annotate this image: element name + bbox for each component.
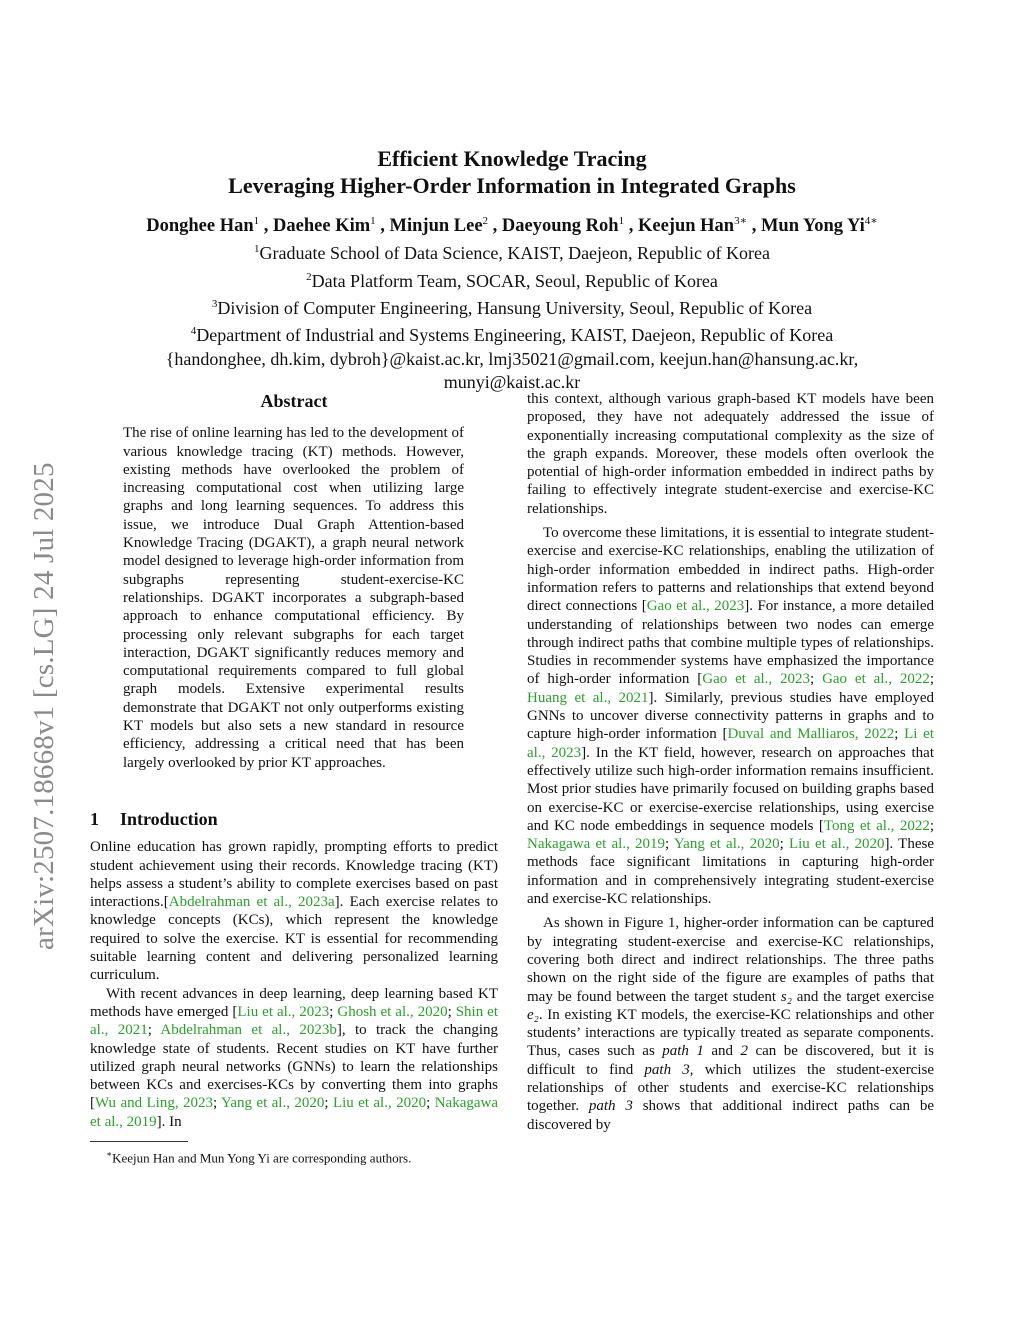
author-mark: 1: [253, 215, 260, 227]
citation-link[interactable]: Huang et al., 2021: [527, 689, 649, 706]
text-run: . In existing KT models, the exercise-KC relationships and other students’ interactions are typically treated as separate components. Thus, cases such as: [527, 1006, 934, 1060]
affiliation-mark: 4: [190, 325, 197, 338]
citation-link[interactable]: Nakagawa et al., 2019: [527, 836, 666, 853]
text-run: ]. Similarly, previous studies have employed GNNs to uncover diverse connectivity patterns in graphs and to capture high-order information [: [527, 689, 934, 743]
body-paragraph-figure-1: [527, 914, 934, 1134]
text-run: can be discovered, but it is difficult to find: [527, 1043, 934, 1078]
author: Mun Yong Yi: [760, 216, 865, 237]
author: Daeyoung Roh: [501, 216, 619, 237]
text-run: shows that additional indirect paths can be discovered by: [527, 1098, 934, 1133]
author-mark: 1: [618, 215, 625, 227]
emphasis: path 3: [588, 1098, 633, 1115]
author-list: Donghee Han$^1$ , Daehee Kim$^1$ , Minjun Lee$^2$ , Daeyoung Roh$^1$ , Keejun Han$^{3∗}$ , Mun Yong $Yi^{4∗}$: [146, 215, 878, 237]
author: Daehee Kim: [273, 216, 371, 237]
affiliation-mark: 3: [211, 297, 218, 310]
author-mark: 3∗: [734, 215, 748, 227]
citation-link[interactable]: Nakagawa et al., 2019: [90, 1095, 498, 1130]
citation-link[interactable]: Tong et al., 2022: [823, 817, 930, 834]
title-line-1: Efficient Knowledge Tracing: [377, 146, 647, 171]
citation-link[interactable]: Gao et al., 2022: [822, 671, 930, 688]
affiliation: [90, 238, 934, 265]
email-line-2: munyi@kaist.ac.kr: [443, 372, 581, 393]
body-paragraph-high-order: To overcome these limitations, it is essential to integrate student-exercise and exercise-KC relationships, enabling the utilization of high-order information embedded in indirect paths. High-order information refers to patterns and relationships that extend beyond direct connections [Gao et al., 2023]. For instance, a more detailed understanding of relationships between two nodes can emerge through indirect paths that combine multiple types of relationships. Studies in recommender systems have emphasized the importance of high-order information [Gao et al., 2023; Gao et al., 2022; Huang et al., 2021]. Similarly, previous studies have employed GNNs to uncover diverse connectivity patterns in graphs and to capture high-order information [Duval and Malliaros, 2022; Li et al., 2023]. In the KT field, however, research on approaches that effectively utilize such high-order information remains insufficient. Most prior studies have primarily focused on building graphs based on exercise-KC or exercise-exercise relationships, using exercise and KC node embeddings in sequence models [Tong et al., 2022; Nakagawa et al., 2019; Yang et al., 2020; Liu et al., 2020]. These methods face significant limitations in capturing high-order information and in comprehensively integrating student-exercise and exercise-KC relationships.: [527, 525, 934, 908]
text-run: ], to track the changing knowledge state of students. Recent studies on KT have further utilized graph neural networks (GNNs) to learn the relationships between KCs and exercises-KCs by converting them into graphs [: [90, 1022, 499, 1112]
text-run: ]. Each exercise relates to knowledge concepts (KCs), which represent the knowledge required to solve the exercise. KT is essential for recommending suitable learning content and delivering personalized learning curriculum.: [90, 894, 498, 984]
abstract-text: The rise of online learning has led to the development of various knowledge tracing (KT) methods. However, existing methods have overlooked the problem of increasing computational cost when utilizing large graphs and long learning sequences. To address this issue, we introduce Dual Graph Attention-based Knowledge Tracing (DGAKT), a graph neural network model designed to leverage high-order information from subgraphs representing student-exercise-KC relationships. DGAKT incorporates a subgraph-based approach to enhance computational efficiency. By processing only relevant subgraphs for each target interaction, DGAKT significantly reduces memory and computational requirements compared to full global graph models. Extensive experimental results demonstrate that DGAKT not only outperforms existing KT models but also sets a new standard in resource efficiency, addressing a critical need that has been largely overlooked by prior KT approaches.: [123, 425, 464, 771]
citation-link[interactable]: Abdelrahman et al., 2023a: [168, 894, 335, 911]
affiliation-mark: 2: [306, 270, 312, 283]
text-run: and the target exercise: [791, 988, 934, 1005]
text-run: Online education has grown rapidly, prompting efforts to predict student achievement using their records. Knowledge tracing (KT) helps assess a student’s ability to complete exercises based on past interactions.[: [90, 839, 498, 911]
title-line-2: Leveraging Higher-Order Information in Integrated Graphs: [228, 173, 796, 198]
text-run: ]. In: [156, 1113, 182, 1130]
author: Keejun Han: [637, 216, 735, 237]
affiliation: [90, 293, 934, 320]
text-run: and: [703, 1043, 741, 1060]
emphasis: path 3: [644, 1061, 690, 1078]
paper-title: [90, 145, 934, 199]
footnote: [90, 1146, 498, 1166]
footnote-mark: ∗: [106, 1148, 113, 1159]
citation-link[interactable]: Yang et al., 2020: [673, 836, 780, 853]
text-run: ]. In the KT field, however, research on approaches that effectively utilize such high-order information remains insufficient. Most prior studies have primarily focused on building graphs based on exercise-KC or exercise-exercise relationships, using exercise and KC node embeddings in sequence models [: [527, 744, 934, 834]
math-symbol: e₂: [527, 1006, 539, 1023]
right-column: [527, 390, 934, 1134]
affiliation-text: Department of Industrial and Systems Engineering, KAIST, Daejeon, Republic of Korea: [196, 325, 834, 346]
citation-link[interactable]: Li et al., 2023: [527, 726, 934, 761]
left-column: [90, 390, 498, 1166]
text-run: ]. These methods face significant limitations in capturing high-order information and in comprehensively integrating student-exercise and exercise-KC relationships.: [527, 836, 934, 908]
section-number: 1: [90, 808, 99, 829]
affiliation-text: Graduate School of Data Science, KAIST, Daejeon, Republic of Korea: [259, 243, 770, 264]
section-heading-introduction: [90, 810, 498, 828]
citation-link[interactable]: Wu and Ling, 2023: [95, 1095, 213, 1112]
affiliation-text: Data Platform Team, SOCAR, Seoul, Republic of Korea: [311, 270, 718, 291]
citation-link[interactable]: Gao et al., 2023: [646, 598, 745, 615]
citation-link[interactable]: Abdelrahman et al., 2023b: [160, 1022, 337, 1039]
author-mark: 4∗: [864, 215, 878, 227]
affiliation: [90, 320, 934, 347]
citation-link[interactable]: Yang et al., 2020: [221, 1095, 325, 1112]
affiliation: [90, 266, 934, 293]
body-paragraph-continuation: this context, although various graph-based KT models have been proposed, they have not adequately addressed the issue of exponentially increasing computational complexity as the size of the graph expands. Moreover, these models often overlook the potential of high-order information embedded in indirect paths by failing to effectively integrate student-exercise and exercise-KC relationships.: [527, 391, 934, 517]
citation-link[interactable]: Shin et al., 2021: [90, 1003, 498, 1039]
abstract-heading: Abstract: [260, 391, 328, 411]
citation-link[interactable]: Gao et al., 2023: [702, 671, 811, 688]
intro-paragraph-1: [90, 838, 498, 984]
citation-link[interactable]: Ghosh et al., 2020: [337, 1003, 448, 1020]
citation-link[interactable]: Liu et al., 2020: [332, 1095, 427, 1112]
paper-header: [90, 145, 934, 395]
affiliation-mark: 1: [254, 243, 260, 256]
text-run: ]. For instance, a more detailed understanding of relationships between two nodes can emerge through indirect paths that combine multiple types of relationships. Studies in recommender systems have emphasized the importance of high-order information [: [527, 598, 934, 688]
email-line-1: {handonghee, dh.kim, dybroh}@kaist.ac.kr, lmj35021@gmail.com, keejun.han@hansung.ac.kr,: [165, 348, 859, 369]
text-run: To overcome these limitations, it is essential to integrate student-exercise and exercise-KC relationships, enabling the utilization of high-order information embedded in indirect paths. High-order information refers to patterns and relationships that extend beyond direct connections [: [527, 525, 934, 615]
emphasis: path 1: [662, 1043, 704, 1060]
text-run: , which utilizes the student-exercise relationships of other students and exercise-KC relationships together.: [527, 1061, 935, 1115]
author-mark: 2: [482, 215, 489, 227]
footnote-rule: [90, 1141, 188, 1142]
author: Donghee Han: [146, 216, 254, 237]
section-title: Introduction: [120, 808, 218, 829]
citation-link[interactable]: Liu et al., 2020: [788, 836, 885, 853]
citation-link[interactable]: Liu et al., 2023: [237, 1003, 330, 1020]
math-symbol: s₂: [780, 988, 792, 1005]
author: Minjun Lee: [389, 216, 483, 237]
author-mark: 1: [370, 215, 376, 227]
intro-paragraph-2: With recent advances in deep learning, deep learning based KT methods have emerged [Liu et al., 2023; Ghosh et al., 2020; Shin et al., 2021; Abdelrahman et al., 2023b], to track the changing knowledge state of students. Recent studies on KT have further utilized graph neural networks (GNNs) to learn the relationships between KCs and exercises-KCs by converting them into graphs [Wu and Ling, 2023; Yang et al., 2020; Liu et al., 2020; Nakagawa et al., 2019]. In: [90, 985, 499, 1130]
citation-link[interactable]: Duval and Malliaros, 2022: [727, 726, 895, 743]
text-run: With recent advances in deep learning, deep learning based KT methods have emerged [: [90, 985, 498, 1020]
text-run: As shown in Figure 1, higher-order information can be captured by integrating student-exercise and exercise-KC relationships, covering both direct and indirect relationships. The three paths shown on the right side of the figure are examples of paths that may be found between the target student: [527, 915, 934, 1005]
emphasis: 2: [740, 1043, 748, 1060]
affiliation-text: Division of Computer Engineering, Hansung University, Seoul, Republic of Korea: [217, 297, 813, 318]
arxiv-identifier: arXiv:2507.18668v1 [cs.LG] 24 Jul 2025: [28, 462, 60, 950]
footnote-text: Keejun Han and Mun Yong Yi are corresponding authors.: [112, 1150, 412, 1166]
